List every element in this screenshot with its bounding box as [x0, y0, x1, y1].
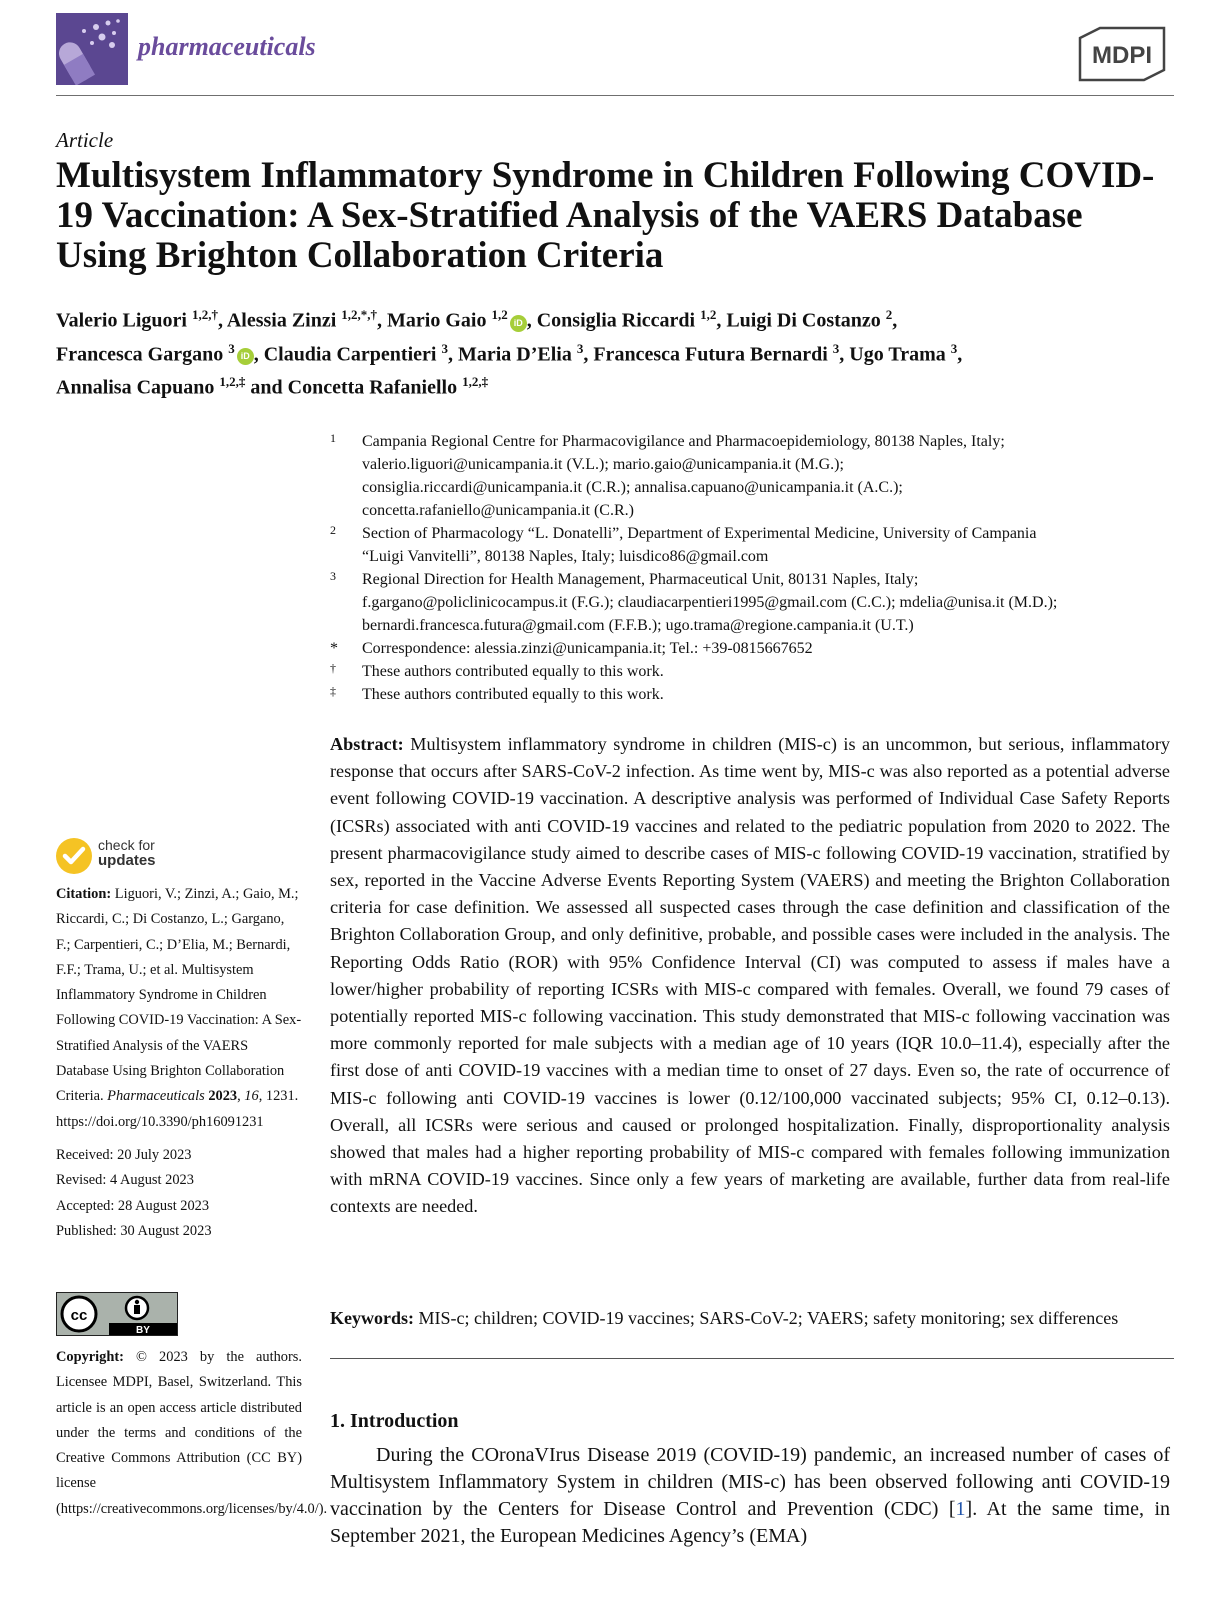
- affiliation-marker: 1: [330, 431, 336, 445]
- affiliation-line: These authors contributed equally to this work.: [362, 663, 664, 680]
- publication-date: Revised: 4 August 2023: [56, 1172, 194, 1189]
- keywords: [330, 1308, 1180, 1329]
- journal-name: pharmaceuticals: [138, 32, 316, 61]
- author-separator: ,: [892, 309, 898, 332]
- author-name: Claudia Carpentieri: [263, 343, 437, 366]
- author-affiliation-marker: 3: [832, 340, 840, 356]
- author-name: Maria D’Elia: [457, 343, 572, 366]
- affiliation-line: concetta.rafaniello@unicampania.it (C.R.): [362, 502, 634, 519]
- author-name: Francesca Gargano: [56, 343, 224, 366]
- author-affiliation-marker: 1,2: [700, 307, 717, 322]
- article-title: Multisystem Inflammatory Syndrome in Children Following COVID-19 Vaccination: A Sex-Stratified Analysis of the VAERS Database Using Brighton Collaboration Criteria: [56, 155, 1155, 276]
- affiliation-line: valerio.liguori@unicampania.it (V.L.); mario.gaio@unicampania.it (M.G.);: [362, 456, 844, 473]
- affiliation-line: These authors contributed equally to this work.: [362, 686, 664, 703]
- author-name: Alessia Zinzi: [226, 309, 337, 332]
- affiliation-marker: †: [330, 661, 336, 675]
- author-name: Ugo Trama: [849, 343, 946, 366]
- mdpi-logo-text: MDPI: [1092, 42, 1152, 69]
- section-divider: [330, 1358, 1174, 1359]
- affiliation-item: [330, 683, 1180, 706]
- author-separator: ,: [377, 309, 388, 332]
- affiliation-item: [330, 637, 1180, 660]
- citation-journal: Pharmaceuticals: [107, 1088, 205, 1105]
- copyright-label: Copyright:: [56, 1349, 124, 1365]
- author-separator: ,: [957, 343, 963, 366]
- mdpi-logo-icon: [1078, 26, 1168, 82]
- affiliation-marker: ‡: [330, 684, 336, 698]
- svg-text:cc: cc: [70, 1307, 88, 1324]
- affiliation-marker: *: [330, 640, 338, 657]
- author-name: Mario Gaio: [387, 309, 487, 332]
- reference-link[interactable]: 1: [955, 1498, 966, 1520]
- abstract-text: Multisystem inflammatory syndrome in children (MIS-c) is an uncommon, but serious, inflammatory response that occurs after SARS-CoV-2 infection. As time went by, MIS-c was also reported as a potential adverse event following COVID-19 vaccination. A descriptive analysis was performed of Individual Case Safety Reports (ICSRs) associated with anti COVID-19 vaccines and related to the pediatric population from 2020 to 2022. The present pharmacovigilance study aimed to describe cases of MIS-c following COVID-19 vaccination, stratified by sex, reported in the Vaccine Adverse Events Reporting System (VAERS) and meeting the Brighton Collaboration criteria for case definition. We assessed all suspected cases through the case definition and classification of the Brighton Collaboration Group, and only definitive, probable, and possible cases were included in the analysis. The Reporting Odds Ratio (ROR) with 95% Confidence Interval (CI) was computed to assess if males have a lower/higher probability of reporting ICSRs with MIS-c compared with females. Overall, we found 79 cases of potentially reported MIS-c following vaccination. This study demonstrated that MIS-c following vaccination was more commonly reported for male subjects with a median age of 10 years (IQR 10.0–11.4), especially after the first dose of anti COVID-19 vaccines with a median time to onset of 27 days. Even so, the rate of occurrence of MIS-c following anti COVID-19 vaccines is lower (0.12/100,000 vaccinated subjects; 95% CI, 0.12–0.13). Overall, all ICSRs were serious and caused or prolonged hospitalization. Finally, disproportionality analysis showed that males had a higher reporting probability of MIS-c compared with females following immunization with mRNA COVID-19 vaccines. Since only a few years of marketing are available, further data from real-life contexts are needed.: [330, 734, 1170, 1217]
- affiliation-line: f.gargano@policlinicocampus.it (F.G.); claudiacarpentieri1995@gmail.com (C.C.); mdelia@unisa.it (M.D.);: [362, 594, 1058, 611]
- author-name: Annalisa Capuano: [56, 376, 215, 399]
- orcid-icon[interactable]: iD: [237, 348, 254, 365]
- author-separator: ,: [583, 343, 594, 366]
- affiliation-item: [330, 660, 1180, 683]
- author-separator: ,: [217, 309, 227, 332]
- article-type: Article: [56, 128, 114, 152]
- author-affiliation-marker: 1,2,‡: [462, 374, 489, 390]
- author-separator: ,: [839, 343, 850, 366]
- intro-text-before-ref: During the COronaVIrus Disease 2019 (COVID-19) pandemic, an increased number of cases of Multisystem Inflammatory System in children (MIS-c) has been observed following anti COVID-19 vaccination by the Centers for Disease Control and Prevention (CDC) [: [330, 1444, 1170, 1520]
- keywords-text: MIS-c; children; COVID-19 vaccines; SARS-CoV-2; VAERS; safety monitoring; sex differences: [418, 1308, 1119, 1328]
- author-affiliation-marker: 3: [228, 340, 235, 356]
- affiliation-line: Section of Pharmacology “L. Donatelli”, Department of Experimental Medicine, University of Campania: [362, 525, 1037, 542]
- affiliation-marker: 2: [330, 523, 336, 537]
- author-name: Francesca Futura Bernardi: [593, 343, 828, 366]
- author-separator: ,: [447, 343, 458, 366]
- author-name: Concetta Rafaniello: [287, 376, 458, 399]
- citation-doi[interactable]: https://doi.org/10.3390/ph16091231: [56, 1113, 264, 1130]
- cc-by-label: BY: [136, 1325, 150, 1335]
- affiliation-marker: 3: [330, 569, 336, 583]
- cc-by-license-icon[interactable]: [56, 1292, 178, 1336]
- author-separator: ,: [716, 309, 727, 332]
- citation-pages: , 1231.: [258, 1088, 299, 1105]
- citation-label: Citation:: [56, 886, 112, 902]
- citation-volume: 16: [244, 1088, 259, 1105]
- check-icon: [56, 838, 92, 874]
- affiliation-line: Regional Direction for Health Management, Pharmaceutical Unit, 80131 Naples, Italy;: [362, 571, 919, 588]
- affiliation-line: Correspondence: alessia.zinzi@unicampania.it; Tel.: +39-0815667652: [362, 640, 813, 657]
- author-separator: and: [245, 376, 288, 399]
- author-list: [56, 301, 1166, 402]
- introduction-paragraph: [330, 1442, 1170, 1550]
- affiliation-line: “Luigi Vanvitelli”, 80138 Naples, Italy; luisdico86@gmail.com: [362, 548, 769, 565]
- publication-date: Received: 20 July 2023: [56, 1147, 192, 1163]
- check-line2: updates: [98, 852, 156, 869]
- affiliations: [330, 430, 1180, 706]
- orcid-icon[interactable]: iD: [510, 315, 527, 332]
- author-affiliation-marker: 1,2,*,†: [341, 307, 378, 322]
- affiliation-line: bernardi.francesca.futura@gmail.com (F.F.B.); ugo.trama@regione.campania.it (U.T.): [362, 617, 914, 634]
- affiliation-line: consiglia.riccardi@unicampania.it (C.R.); annalisa.capuano@unicampania.it (A.C.);: [362, 479, 903, 496]
- author-separator: ,: [253, 343, 264, 366]
- section-heading-introduction: 1. Introduction: [330, 1410, 459, 1432]
- affiliation-item: [330, 430, 1180, 522]
- affiliation-item: [330, 522, 1180, 568]
- keywords-label: Keywords:: [330, 1308, 414, 1328]
- header-rule: [56, 95, 1174, 96]
- citation-year: 2023: [208, 1088, 238, 1105]
- affiliation-line: Campania Regional Centre for Pharmacovigilance and Pharmacoepidemiology, 80138 Naples, Italy;: [362, 433, 1005, 450]
- author-affiliation-marker: 1,2,†: [191, 307, 218, 322]
- abstract-label: Abstract:: [330, 734, 404, 754]
- copyright-block: [56, 1345, 328, 1522]
- publication-date: Accepted: 28 August 2023: [56, 1197, 210, 1214]
- intro-text-after-ref: ]. At the same time, in September 2021, the European Medicines Agency’s (EMA): [330, 1498, 1171, 1547]
- publication-dates: [56, 1143, 302, 1244]
- author-name: Valerio Liguori: [56, 309, 187, 332]
- author-separator: ,: [526, 309, 537, 332]
- author-affiliation-marker: 1,2: [491, 307, 508, 322]
- author-name: Luigi Di Costanzo: [726, 309, 881, 332]
- publication-date: Published: 30 August 2023: [56, 1222, 212, 1239]
- copyright-text: © 2023 by the authors. Licensee MDPI, Basel, Switzerland. This article is an open access article distributed under the terms and conditions of the Creative Commons Attribution (CC BY) license (https://creativecommons.org/licenses/by/4.0/).: [56, 1349, 328, 1517]
- journal-logo-icon: [56, 13, 128, 85]
- author-affiliation-marker: 1,2,‡: [219, 374, 246, 390]
- author-name: Consiglia Riccardi: [536, 309, 696, 332]
- author-affiliation-marker: 2: [885, 307, 893, 322]
- citation-text: Liguori, V.; Zinzi, A.; Gaio, M.; Riccardi, C.; Di Costanzo, L.; Gargano, F.; Carpentieri, C.; D’Elia, M.; Bernardi, F.F.; Trama, U.; et al. Multisystem Inflammatory Syndrome in Children Following COVID-19 Vaccination: A Sex-Stratified Analysis of the VAERS Database Using Brighton Collaboration Criteria.: [56, 886, 302, 1105]
- author-affiliation-marker: 3: [576, 340, 584, 356]
- abstract: [330, 731, 1170, 1221]
- citation-block: Citation: Liguori, V.; Zinzi, A.; Gaio, M.; Riccardi, C.; Di Costanzo, L.; Gargano, F.; Carpentieri, C.; D’Elia, M.; Bernardi, F.F.; Trama, U.; et al. Multisystem Inflammatory Syndrome in Children Following COVID-19 Vaccination: A Sex-Stratified Analysis of the VAERS Database Using Brighton Collaboration Criteria. Pharmaceuticals 2023, 16, 1231. https://doi.org/10.3390/ph16091231: [56, 882, 302, 1135]
- check-line1: check for: [98, 837, 155, 853]
- author-affiliation-marker: 3: [950, 340, 958, 356]
- author-affiliation-marker: 3: [441, 340, 448, 356]
- affiliation-item: [330, 568, 1180, 637]
